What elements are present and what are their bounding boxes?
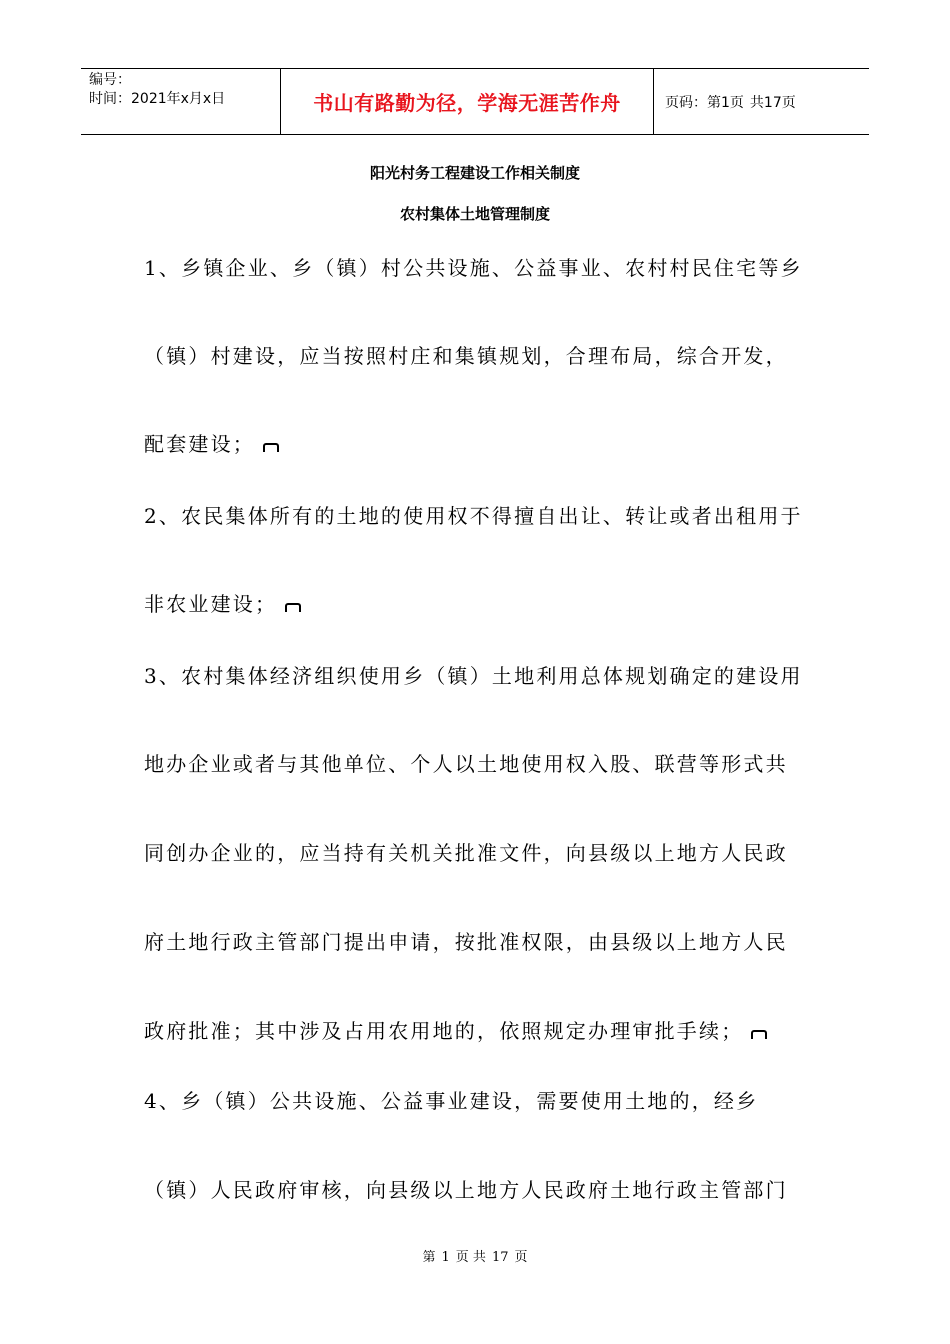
paragraph-mark-icon	[285, 603, 301, 612]
paragraph-line: 4、乡（镇）公共设施、公益事业建设，需要使用土地的，经乡	[144, 1089, 759, 1113]
motto-text: 书山有路勤为径，学海无涯苦作舟	[313, 91, 621, 115]
page-footer: 第 1 页 共 17 页	[422, 1250, 528, 1265]
paragraph-mark-icon	[263, 443, 279, 452]
footer-total-pages: 17	[491, 1250, 509, 1265]
header-motto-cell	[281, 69, 654, 134]
document-header	[81, 68, 869, 135]
paragraph-line: 2、农民集体所有的土地的使用权不得擅自出让、转让或者出租用于	[144, 504, 803, 528]
paragraph-line: （镇）村建设，应当按照村庄和集镇规划，合理布局，综合开发，	[144, 344, 788, 368]
number-label: 编号：	[89, 72, 131, 88]
paragraph-line: 同创办企业的，应当持有关机关批准文件，向县级以上地方人民政	[144, 841, 788, 865]
document-subtitle: 农村集体土地管理制度	[399, 205, 550, 223]
paragraph-line: 府土地行政主管部门提出申请，按批准权限，由县级以上地方人民	[144, 930, 788, 954]
paragraph-line: 地办企业或者与其他单位、个人以土地使用权入股、联营等形式共	[144, 752, 788, 776]
paragraph-line: 3、农村集体经济组织使用乡（镇）土地利用总体规划确定的建设用	[144, 664, 803, 688]
paragraph-line: 政府批准；其中涉及占用农用地的，依照规定办理审批手续；	[144, 1018, 767, 1044]
header-page-cell	[654, 69, 869, 134]
page-label: 页码：第1页	[665, 94, 744, 111]
paragraph-line: （镇）人民政府审核，向县级以上地方人民政府土地行政主管部门	[144, 1178, 788, 1202]
paragraph-line: 1、乡镇企业、乡（镇）村公共设施、公益事业、农村村民住宅等乡	[144, 256, 803, 280]
paragraph-mark-icon	[751, 1030, 767, 1039]
footer-page-number: 1	[441, 1250, 450, 1265]
document-title: 阳光村务工程建设工作相关制度	[369, 164, 580, 182]
paragraph-line: 配套建设；	[144, 431, 279, 457]
header-meta-cell	[81, 69, 281, 134]
paragraph-line: 非农业建设；	[144, 591, 301, 617]
time-label: 时间：2021年x月x日	[89, 91, 226, 107]
total-pages-label: 共17页	[749, 94, 796, 111]
